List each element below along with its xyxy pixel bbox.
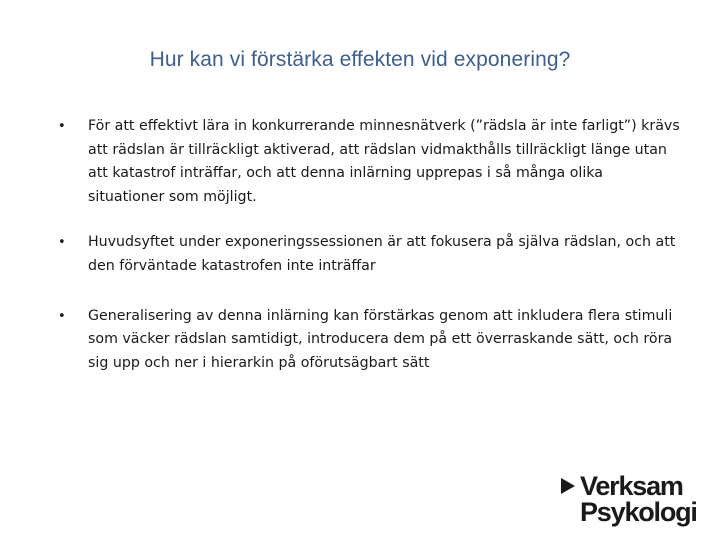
logo-line-psykologi: Psykologi (580, 497, 697, 527)
logo-line-verksam: Verksam (580, 471, 683, 501)
bullet-text: Huvudsyftet under exponeringssessionen är att fokusera på själva rädslan, och att den förväntade katastrofen inte inträffar (88, 234, 676, 274)
bullet-item (58, 305, 682, 376)
slide-title: Hur kan vi förstärka effekten vid exponering? (149, 48, 571, 71)
bullet-list (58, 115, 682, 397)
bullet-text: Generalisering av denna inlärning kan förstärkas genom att inkludera flera stimuli som väcker rädslan samtidigt, introducera dem på ett överraskande sätt, och röra sig upp och ner i hierarkin på oförutsägbart sätt (88, 307, 673, 371)
play-arrow-icon (561, 478, 575, 494)
bullet-item (58, 231, 682, 278)
bullet-dot: • (58, 119, 66, 134)
verksam-psykologi-logo (561, 470, 711, 530)
bullet-text: För att effektivt lära in konkurrerande minnesnätverk (”rädsla är inte farligt”) krävs att rädslan är tillräckligt aktiverad, att rädslan vidmakthålls tillräckligt länge utan att katastrof inträffar, och att denna inlärning upprepas i så många olika situationer som möjligt. (88, 118, 680, 205)
bullet-dot: • (58, 235, 66, 251)
bullet-dot: • (58, 308, 66, 324)
bullet-item (58, 115, 682, 209)
